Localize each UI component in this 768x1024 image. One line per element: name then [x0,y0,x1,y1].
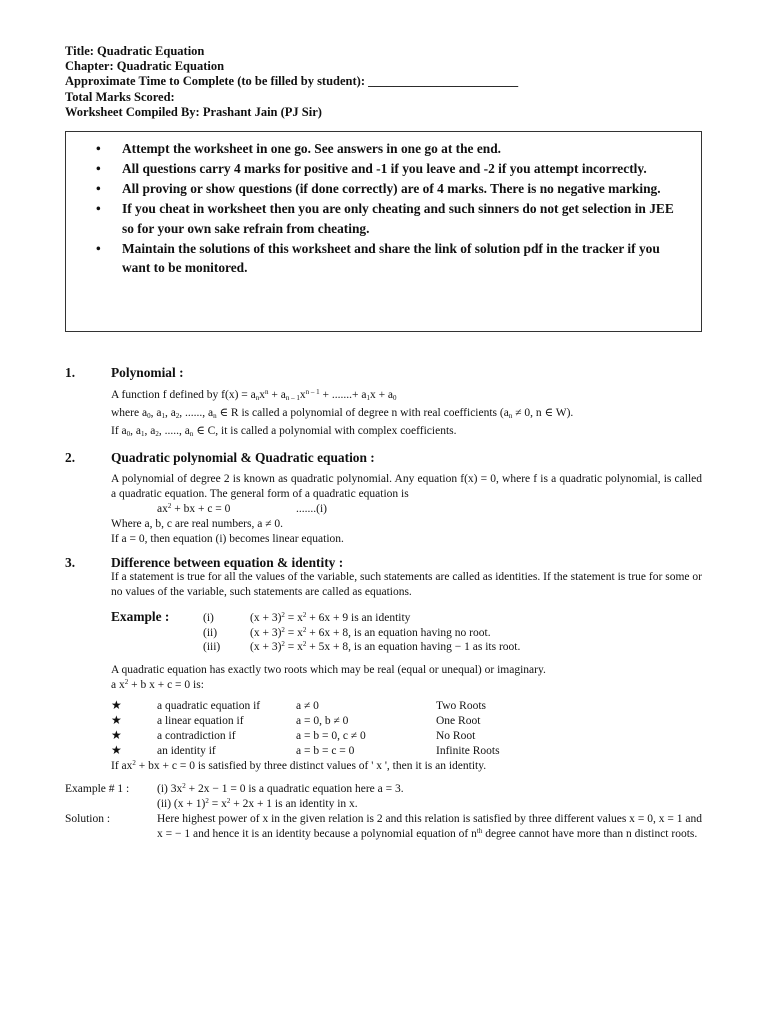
case-result: One Root [436,715,481,727]
star-icon: ★ [111,728,122,742]
complex-coefficients-line: If $a_0$, $a_1$, $a_2$, ....., $a_n$ ∈ C, it is called a polynomial with complex coefficients. [111,425,457,438]
instructions-list [96,139,676,278]
bullet-icon: • [96,201,101,216]
quadratic-definition: A polynomial of degree 2 is known as quadratic polynomial. Any equation f(x) = 0, where f is a quadratic polynomial, is called a quadratic equation. The general form of a quadratic equation is [111,473,702,500]
real-coefficients-line: where $a_0$, $a_1$, $a_2$, ......, $a_n$ ∈ R is called a polynomial of degree n with real coefficients ($a_n \ne 0$, n ∈ W). [111,407,574,420]
solution-text: Here highest power of x in the given relation is 2 and this relation is satisfied by three different values x = 0, x = 1 and x = − 1 and hence it is an identity because a polynomial equation of $n^{th}$ degree cannot have more than n distinct roots. [157,813,702,840]
case-result: Two Roots [436,700,486,712]
example-number: (i) [203,612,214,624]
instruction-item: • If you cheat in worksheet then you are only cheating and such sinners do not get selection in JEE so for your own sake refrain from cheating. [96,201,674,236]
bullet-icon: • [96,240,101,256]
instruction-item: • Maintain the solutions of this worksheet and share the link of solution pdf in the tracker if you want to be monitored. [96,240,660,275]
identity-rule: If $ax^2$ + bx + c = 0 is satisfied by three distinct values of ' x ', then it is an identity. [111,759,487,772]
roots-statement: A quadratic equation has exactly two roots which may be real (equal or unequal) or imaginary. [111,664,546,676]
worksheet-header [65,44,518,120]
coefficients-note: Where a, b, c are real numbers, a ≠ 0. [111,518,284,530]
compiled-by-line: Worksheet Compiled By: Prashant Jain (PJ Sir) [65,104,322,119]
case-description: a linear equation if [157,715,244,727]
case-condition: a = b = c = 0 [296,745,355,757]
case-description: a contradiction if [157,730,236,742]
section-3-number: 3. [65,555,76,570]
example-1-part-i: (i) $3x^2 + 2x - 1 = 0$ is a quadratic equation here a = 3. [157,782,404,795]
section-3-title: Difference between equation & identity : [111,555,344,570]
case-result: No Root [436,730,476,742]
case-description: an identity if [157,745,216,757]
linear-note: If a = 0, then equation (i) becomes linear equation. [111,533,344,545]
case-condition: a = 0, b ≠ 0 [296,715,349,727]
marks-line: Total Marks Scored: [65,89,175,104]
polynomial-definition: A function f defined by $f(x) = a_nx^n + a_{n - 1}x^{n - 1}$ + .......+ $a_1x + a_0$ [111,388,397,402]
example-text: $(x + 3)^2 = x^2 + 5x + 8$, is an equation having − 1 as its root. [250,640,521,653]
solution-label: Solution : [65,813,111,825]
star-icon: ★ [111,713,122,727]
bullet-icon: • [96,181,101,196]
bullet-icon: • [96,141,101,156]
section-1-number: 1. [65,365,76,380]
instruction-item: • Attempt the worksheet in one go. See answers in one go at the end. [96,139,676,159]
example-1-part-ii: (ii) $(x + 1)^2 = x^2 + 2x + 1$ is an identity in x. [157,797,358,810]
example-label: Example : [111,609,170,624]
example-text: $(x + 3)^2 = x^2 + 6x + 8$, is an equation having no root. [250,626,491,639]
example-number: (iii) [203,641,221,653]
instruction-item: • All proving or show questions (if done correctly) are of 4 marks. There is no negative marking. [96,179,676,199]
example-number: (ii) [203,627,218,639]
case-result: Infinite Roots [436,745,500,757]
case-description: a quadratic equation if [157,700,261,712]
instruction-item: • All questions carry 4 marks for positive and -1 if you leave and -2 if you attempt incorrectly. [96,159,676,179]
general-equation-line: a $x^2 + b$ x + c = 0 is: [111,678,204,691]
section-2-number: 2. [65,450,76,465]
star-icon: ★ [111,698,122,712]
section-2-title: Quadratic polynomial & Quadratic equation : [111,450,375,465]
time-line: Approximate Time to Complete (to be filled by student): ________________________ [65,74,519,89]
example-1-label: Example # 1 : [65,783,130,795]
worksheet-title: Title: Quadratic Equation [65,44,205,58]
instructions-box [65,131,702,332]
equation-tag: .......(i) [296,503,327,515]
bullet-icon: • [96,161,101,176]
identity-definition: If a statement is true for all the values of the variable, such statements are called as identities. If the statement is true for some or no values of the variable, such statements are called as equations. [111,571,702,598]
star-icon: ★ [111,743,122,757]
section-1-title: Polynomial : [111,365,184,380]
case-condition: a = b = 0, c ≠ 0 [296,730,366,742]
example-text: $(x + 3)^2 = x^2 + 6x + 9$ is an identity [250,611,411,624]
chapter-line: Chapter: Quadratic Equation [65,59,225,74]
general-form-equation: $ax^2$ + bx + c = 0 [157,502,231,515]
case-condition: a ≠ 0 [296,700,319,712]
